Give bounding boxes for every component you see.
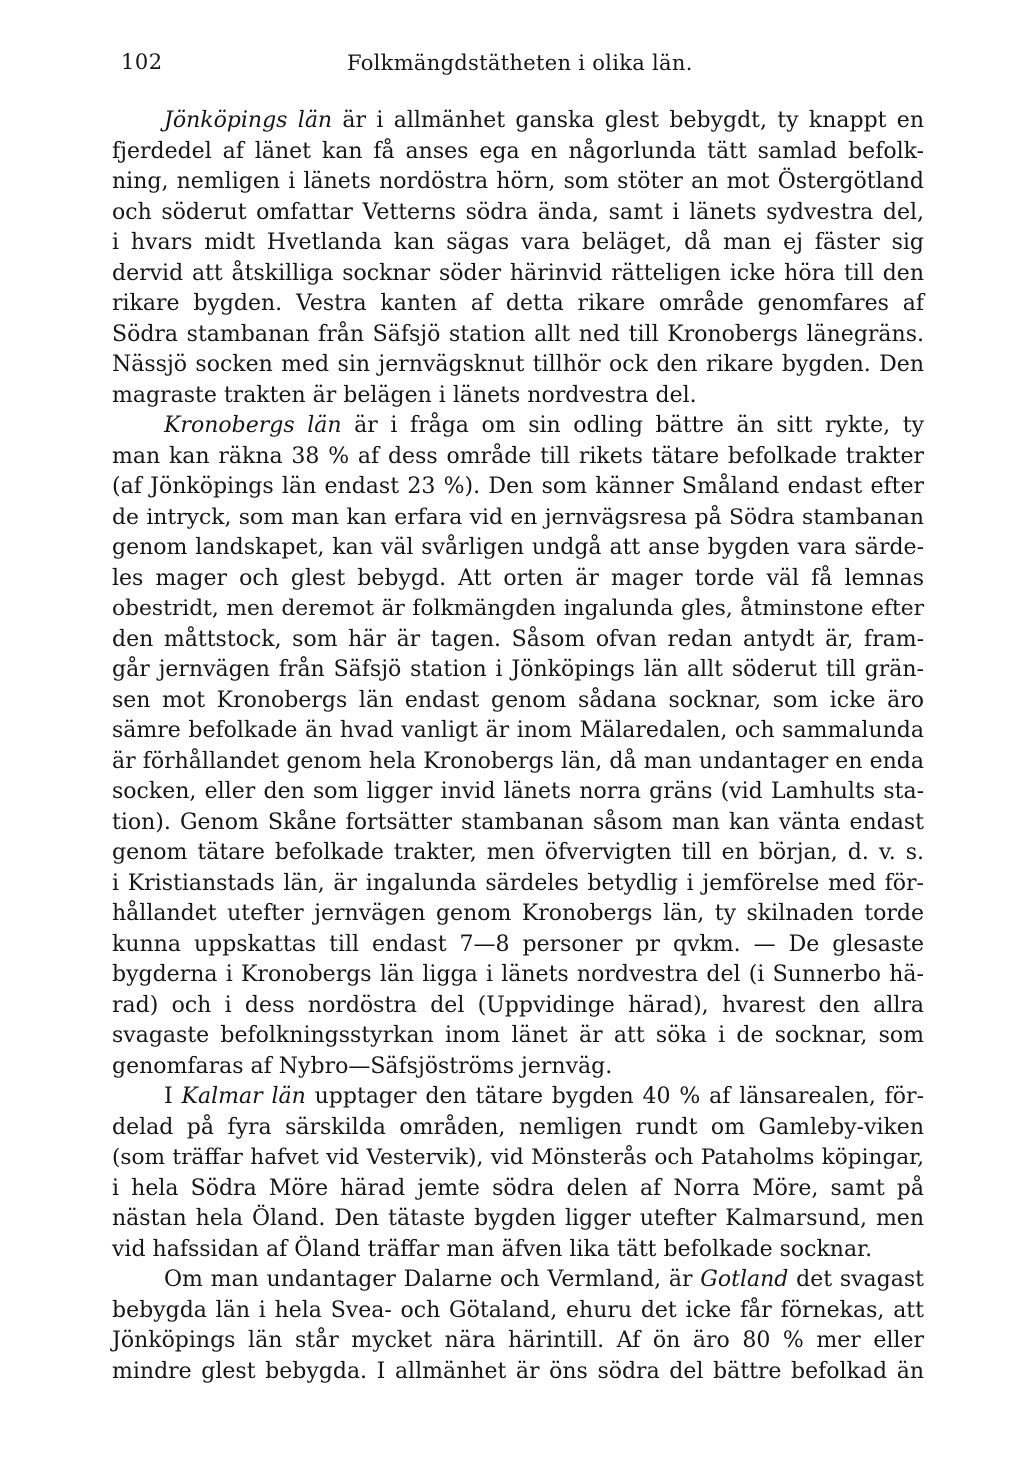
italic-text-run: Gotland bbox=[700, 1267, 789, 1292]
text-line bbox=[112, 1082, 924, 1113]
text-run: delad på fyra särskilda områden, nemligen rundt om Gamleby-viken bbox=[112, 1114, 924, 1140]
text-run: svagaste befolkningsstyrkan inom länet är att söka i de socknar, som bbox=[112, 1023, 924, 1048]
text-run: obestridt, men deremot är folkmängden ingalunda gles, åtminstone efter bbox=[112, 596, 924, 621]
text-run: (af Jönköpings län endast 23 %). Den som känner Småland endast efter bbox=[112, 474, 924, 499]
text-line bbox=[112, 960, 924, 991]
text-line bbox=[112, 777, 924, 808]
text-run: magraste trakten är belägen i länets nordvestra del. bbox=[112, 382, 697, 408]
text-run: hållandet utefter jernvägen genom Kronobergs län, ty skilnaden torde bbox=[112, 901, 924, 926]
text-line bbox=[112, 381, 924, 412]
italic-text-run: Kalmar län bbox=[181, 1084, 306, 1109]
text-line bbox=[112, 899, 924, 930]
text-line bbox=[112, 838, 924, 869]
text-line bbox=[112, 869, 924, 900]
text-run: man kan räkna 38 % af dess område till rikets tätare befolkade trakter bbox=[112, 443, 924, 469]
text-run: bebygda län i hela Svea- och Götaland, ehuru det icke får förnekas, att bbox=[112, 1297, 924, 1323]
text-line bbox=[112, 1143, 924, 1174]
text-line bbox=[112, 1204, 924, 1235]
text-line bbox=[112, 1113, 924, 1144]
text-run: Nässjö socken med sin jernvägsknut tillhör ock den rikare bygden. Den bbox=[112, 352, 924, 377]
text-line bbox=[112, 472, 924, 503]
text-line bbox=[112, 564, 924, 595]
text-line bbox=[112, 747, 924, 778]
text-line bbox=[112, 1052, 924, 1083]
text-run: I bbox=[164, 1084, 182, 1109]
text-line bbox=[112, 259, 924, 290]
text-line bbox=[112, 1296, 924, 1327]
text-run: sen mot Kronobergs län endast genom sådana socknar, som icke äro bbox=[112, 687, 924, 713]
text-line bbox=[112, 442, 924, 473]
page-header bbox=[112, 48, 924, 88]
text-line bbox=[112, 350, 924, 381]
text-line bbox=[112, 106, 924, 137]
text-line bbox=[112, 808, 924, 839]
text-line bbox=[112, 320, 924, 351]
text-line bbox=[112, 198, 924, 229]
book-page bbox=[112, 48, 924, 1387]
text-line bbox=[112, 289, 924, 320]
text-run: rikare bygden. Vestra kanten af detta rikare område genomfares af bbox=[112, 291, 924, 316]
page-number: 102 bbox=[121, 50, 163, 74]
text-run: ning, nemligen i länets nordöstra hörn, som stöter an mot Östergötland bbox=[112, 169, 924, 194]
text-line bbox=[112, 228, 924, 259]
text-line bbox=[112, 167, 924, 198]
text-line bbox=[112, 1326, 924, 1357]
text-run: vid hafssidan af Öland träffar man äfven lika tätt befolkade socknar. bbox=[112, 1236, 873, 1262]
text-run: den måttstock, som här är tagen. Såsom ofvan redan antydt är, fram- bbox=[112, 626, 924, 652]
text-run: Södra stambanan från Säfsjö station allt ned till Kronobergs länegräns. bbox=[112, 321, 924, 347]
text-run: kunna uppskattas till endast 7—8 personer pr qvkm. — De glesaste bbox=[112, 931, 924, 957]
text-run: socken, eller den som ligger invid länets norra gräns (vid Lamhults sta- bbox=[112, 779, 924, 804]
text-line bbox=[112, 503, 924, 534]
text-run: genom tätare befolkade trakter, men öfvervigten till en början, d. v. s. bbox=[112, 840, 924, 865]
text-line bbox=[112, 1021, 924, 1052]
text-run: dervid att åtskilliga socknar söder härinvid rätteligen icke höra till den bbox=[112, 260, 924, 286]
text-run: nästan hela Öland. Den tätaste bygden ligger utefter Kalmarsund, men bbox=[112, 1206, 924, 1231]
text-line bbox=[112, 686, 924, 717]
text-run: i Kristianstads län, är ingalunda särdeles betydlig i jemförelse med för- bbox=[112, 870, 924, 896]
text-line bbox=[112, 991, 924, 1022]
text-run: är i fråga om sin odling bättre än sitt rykte, ty bbox=[341, 413, 924, 438]
text-run: de intryck, som man kan erfara vid en jernvägsresa på Södra stambanan bbox=[112, 504, 924, 530]
text-line bbox=[112, 594, 924, 625]
text-run: sämre befolkade än hvad vanligt är inom Mälaredalen, och sammalunda bbox=[112, 718, 924, 743]
text-run: och söderut omfattar Vetterns södra ända, samt i länets sydvestra del, bbox=[112, 199, 924, 225]
text-run: är förhållandet genom hela Kronobergs län, då man undantager en enda bbox=[112, 748, 924, 774]
text-run: tion). Genom Skåne fortsätter stambanan såsom man kan vänta endast bbox=[112, 809, 924, 835]
text-run: fjerdedel af länet kan få anses ega en någorlunda tätt samlad befolk- bbox=[112, 138, 924, 164]
text-run: les mager och glest bebygd. Att orten är mager torde väl få lemnas bbox=[112, 565, 924, 591]
text-line bbox=[112, 716, 924, 747]
text-line bbox=[112, 411, 924, 442]
text-line bbox=[112, 137, 924, 168]
text-run: genomfaras af Nybro—Säfsjöströms jernväg. bbox=[112, 1053, 613, 1079]
text-line bbox=[112, 1235, 924, 1266]
text-run: upptager den tätare bygden 40 % af länsarealen, för- bbox=[305, 1084, 924, 1109]
text-run: i hvars midt Hvetlanda kan sägas vara beläget, då man ej fäster sig bbox=[112, 230, 924, 255]
body-text bbox=[112, 106, 924, 1387]
text-line bbox=[112, 930, 924, 961]
text-run: i hela Södra Möre härad jemte södra delen af Norra Möre, samt på bbox=[112, 1175, 924, 1201]
text-run: bygderna i Kronobergs län ligga i länets nordvestra del (i Sunnerbo hä- bbox=[112, 962, 924, 987]
text-run: genom landskapet, kan väl svårligen undgå att anse bygden vara särde- bbox=[112, 535, 924, 560]
italic-text-run: Jönköpings län bbox=[164, 108, 333, 133]
running-title: Folkmängdstätheten i olika län. bbox=[347, 51, 693, 75]
text-line bbox=[112, 625, 924, 656]
text-run: rad) och i dess nordöstra del (Uppvidinge härad), hvarest den allra bbox=[112, 992, 924, 1018]
text-run: går jernvägen från Säfsjö station i Jönköpings län allt söderut till grän- bbox=[112, 657, 924, 682]
text-line bbox=[112, 1357, 924, 1388]
text-run: mindre glest bebygda. I allmänhet är öns södra del bättre befolkad än bbox=[112, 1358, 924, 1384]
text-line bbox=[112, 1174, 924, 1205]
text-run: är i allmänhet ganska glest bebygdt, ty knappt en bbox=[332, 108, 924, 133]
text-line bbox=[112, 1265, 924, 1296]
text-line bbox=[112, 655, 924, 686]
text-run: Om man undantager Dalarne och Vermland, är bbox=[164, 1267, 701, 1292]
text-line bbox=[112, 533, 924, 564]
text-run: Jönköpings län står mycket nära härintill. Af ön äro 80 % mer eller bbox=[112, 1328, 924, 1353]
text-run: det svagast bbox=[788, 1267, 924, 1292]
italic-text-run: Kronobergs län bbox=[164, 413, 342, 438]
text-run: (som träffar hafvet vid Vestervik), vid Mönsterås och Pataholms köpingar, bbox=[112, 1145, 924, 1170]
